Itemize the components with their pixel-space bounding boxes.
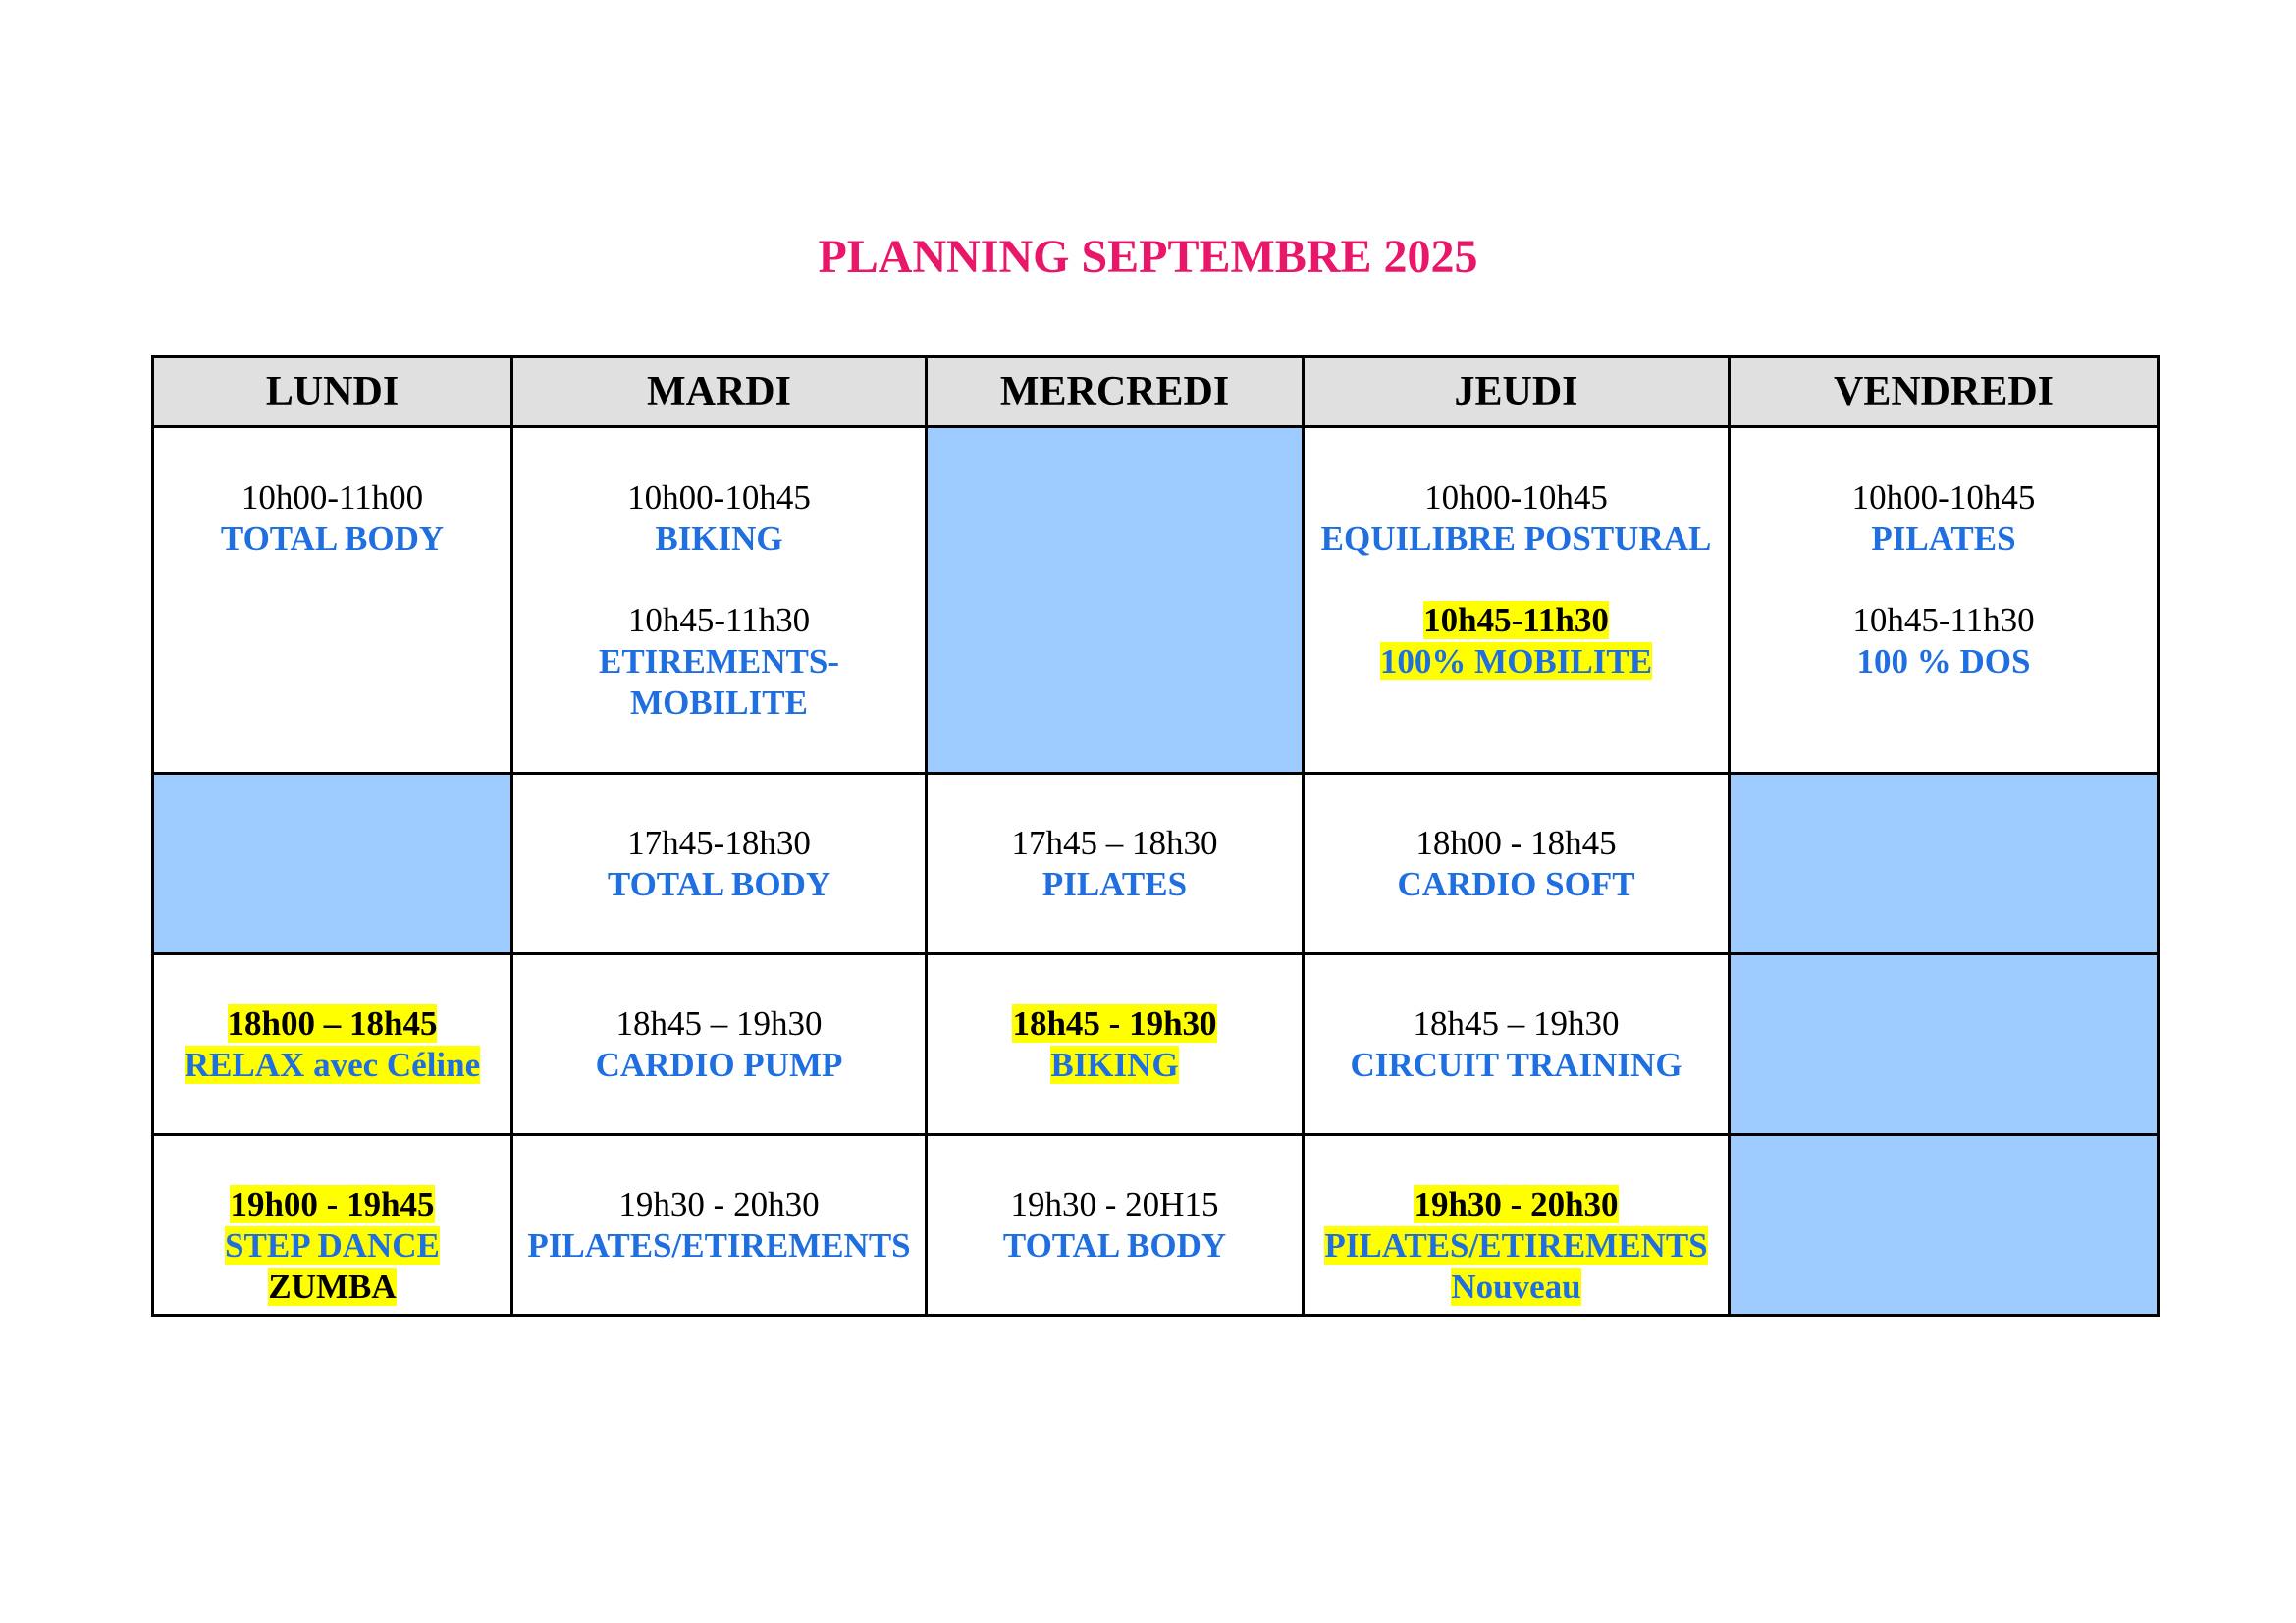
cell-content (513, 955, 925, 1086)
class-session (1305, 1184, 1728, 1308)
schedule-cell-jeudi (1304, 774, 1730, 954)
class-session (1305, 477, 1728, 560)
session-time: 10h00-10h45 (1851, 478, 2036, 516)
class-session (513, 600, 925, 724)
session-time: 17h45 – 18h30 (1011, 824, 1218, 862)
session-activity: CARDIO PUMP (595, 1046, 843, 1084)
session-activity: PILATES/ETIREMENTS (1324, 1226, 1708, 1265)
schedule-cell-jeudi (1304, 1135, 1730, 1316)
session-activity: CIRCUIT TRAINING (1350, 1046, 1682, 1084)
cell-content (513, 1136, 925, 1267)
session-activity: BIKING (655, 519, 783, 558)
session-activity: PILATES/ETIREMENTS (527, 1226, 911, 1265)
session-time: 18h00 - 18h45 (1415, 824, 1617, 862)
class-session (928, 1184, 1302, 1267)
class-session (928, 1003, 1302, 1086)
schedule-row (153, 1135, 2159, 1316)
class-session (1305, 600, 1728, 682)
session-activity: ETIREMENTS- (598, 642, 840, 680)
session-time: 19h30 - 20h30 (618, 1185, 820, 1223)
day-header-mardi: MARDI (512, 357, 927, 427)
day-header-mercredi: MERCREDI (927, 357, 1304, 427)
cell-content (1305, 775, 1728, 905)
schedule-cell-mercredi (927, 1135, 1304, 1316)
class-session (1731, 477, 2157, 560)
cell-content (928, 775, 1302, 905)
session-activity: TOTAL BODY (1002, 1226, 1227, 1265)
class-session (513, 823, 925, 905)
session-time: 10h00-10h45 (627, 478, 811, 516)
session-time: 18h00 – 18h45 (227, 1004, 438, 1043)
session-activity: CARDIO SOFT (1397, 865, 1635, 903)
cell-content (1731, 428, 2157, 682)
cell-content (928, 955, 1302, 1086)
empty-cell-vendredi (1730, 954, 2159, 1135)
session-time: 19h30 - 20h30 (1414, 1185, 1619, 1223)
session-time: 17h45-18h30 (627, 824, 811, 862)
cell-content (513, 775, 925, 905)
session-time: 18h45 – 19h30 (1413, 1004, 1620, 1043)
session-activity: TOTAL BODY (220, 519, 445, 558)
class-session (513, 1184, 925, 1267)
session-activity: 100 % DOS (1856, 642, 2031, 680)
session-time: 10h45-11h30 (1852, 601, 2035, 639)
schedule-cell-mardi (512, 1135, 927, 1316)
schedule-cell-mercredi (927, 774, 1304, 954)
session-time: 19h00 - 19h45 (230, 1185, 435, 1223)
class-session (928, 823, 1302, 905)
session-activity: PILATES (1041, 865, 1188, 903)
cell-content (1305, 1136, 1728, 1308)
cell-content (1305, 428, 1728, 682)
class-session (154, 477, 510, 560)
session-activity: MOBILITE (630, 683, 808, 722)
session-activity: Nouveau (1451, 1268, 1581, 1306)
schedule-cell-mardi (512, 954, 927, 1135)
class-session (154, 1003, 510, 1086)
session-time: 18h45 – 19h30 (615, 1004, 823, 1043)
schedule-cell-jeudi (1304, 427, 1730, 774)
session-note: ZUMBA (268, 1268, 397, 1306)
session-activity: PILATES (1871, 519, 2016, 558)
session-activity: 100% MOBILITE (1379, 642, 1653, 680)
cell-content (154, 1136, 510, 1308)
schedule-row (153, 774, 2159, 954)
planning-table (151, 355, 2160, 1317)
class-session (1731, 600, 2157, 682)
session-time: 19h30 - 20H15 (1010, 1185, 1219, 1223)
schedule-row (153, 954, 2159, 1135)
schedule-cell-mardi (512, 774, 927, 954)
day-header-jeudi: JEUDI (1304, 357, 1730, 427)
session-activity: EQUILIBRE POSTURAL (1320, 519, 1712, 558)
empty-cell-vendredi (1730, 774, 2159, 954)
session-activity: BIKING (1050, 1046, 1179, 1084)
session-time: 10h00-11h00 (240, 478, 424, 516)
class-session (154, 1184, 510, 1308)
session-activity: STEP DANCE (225, 1226, 440, 1265)
cell-content (154, 955, 510, 1086)
empty-cell-mercredi (927, 427, 1304, 774)
session-activity: TOTAL BODY (607, 865, 831, 903)
page-title: PLANNING SEPTEMBRE 2025 (818, 231, 1478, 283)
cell-content (928, 1136, 1302, 1267)
empty-cell-lundi (153, 774, 512, 954)
schedule-cell-mardi (512, 427, 927, 774)
schedule-cell-jeudi (1304, 954, 1730, 1135)
session-activity: RELAX avec Céline (184, 1046, 481, 1084)
day-header-lundi: LUNDI (153, 357, 512, 427)
cell-content (1305, 955, 1728, 1086)
session-time: 18h45 - 19h30 (1012, 1004, 1217, 1043)
session-time: 10h45-11h30 (627, 601, 811, 639)
schedule-cell-lundi (153, 1135, 512, 1316)
session-time: 10h00-10h45 (1424, 478, 1608, 516)
schedule-row (153, 427, 2159, 774)
schedule-cell-lundi (153, 427, 512, 774)
schedule-cell-mercredi (927, 954, 1304, 1135)
class-session (1305, 1003, 1728, 1086)
day-header-vendredi: VENDREDI (1730, 357, 2159, 427)
session-time: 10h45-11h30 (1423, 601, 1609, 639)
header-row (153, 357, 2159, 427)
class-session (513, 1003, 925, 1086)
cell-content (154, 428, 510, 560)
cell-content (513, 428, 925, 724)
schedule-cell-lundi (153, 954, 512, 1135)
class-session (513, 477, 925, 560)
empty-cell-vendredi (1730, 1135, 2159, 1316)
class-session (1305, 823, 1728, 905)
schedule-cell-vendredi (1730, 427, 2159, 774)
